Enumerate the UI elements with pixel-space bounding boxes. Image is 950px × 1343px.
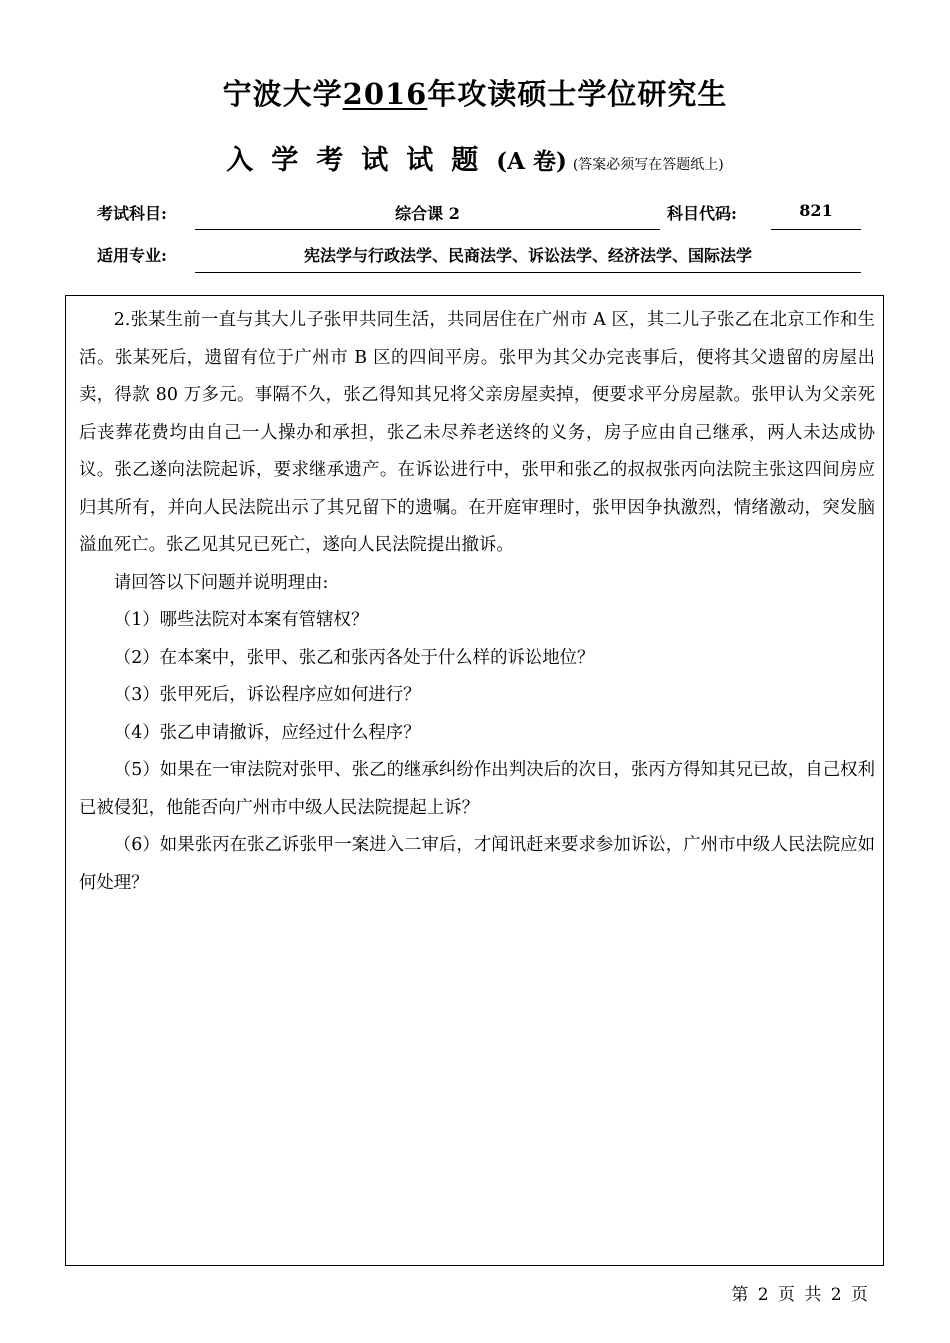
sub-question-1: （1）哪些法院对本案有管辖权？ (113, 610, 369, 630)
subject-value: 综合课 2 (395, 204, 460, 223)
code-label: 科目代码: (667, 204, 737, 223)
subject-label: 考试科目: (97, 204, 167, 223)
sub-question-5: （5）如果在一审法院对张甲、张乙的继承纠纷作出判决后的次日，张丙方得知其兄已故，自己权利已被侵犯，他能否向广州市中级人民法院提起上诉？ (79, 760, 875, 818)
subject-underline (195, 229, 660, 230)
code-underline (771, 229, 861, 230)
major-value: 宪法学与行政法学、民商法学、诉讼法学、经济法学、国际法学 (303, 246, 752, 265)
answer-note: (答案必须写在答题纸上) (572, 157, 724, 173)
exam-title-line-1 (0, 72, 950, 113)
sub-question-4: （4）张乙申请撤诉，应经过什么程序？ (113, 722, 421, 743)
major-label: 适用专业: (97, 246, 167, 265)
case-description: 2.张某生前一直与其大儿子张甲共同生活，共同居住在广州市 A 区，其二儿子张乙在北京工作和生活。张某死后，遗留有位于广州市 B 区的四间平房。张甲为其父办完丧事后，便将其父遗留的房屋出卖，得款 80 万多元。事隔不久，张乙得知其兄将父亲房屋卖掉，便要求平分房屋款。张甲认为父亲死后丧葬花费均由自己一人操办和承担，张乙未尽养老送终的义务，房子应由自己继承，两人未达成协议。张乙遂向法院起诉，要求继承遗产。在诉讼进行中，张甲和张乙的叔叔张丙向法院主张这四间房应归其所有，并向人民法院出示了其兄留下的遗嘱。在开庭审理时，张甲因争执激烈，情绪激动，突发脑溢血死亡。张乙见其兄已死亡，遂向人民法院提出撤诉。 (79, 310, 875, 555)
major-underline (195, 272, 861, 273)
page-number: 第 2 页 共 2 页 (731, 1285, 870, 1305)
exam-title: 入学考试试题 (226, 145, 497, 176)
exam-year: 2016 (342, 77, 428, 111)
sub-question-3: （3）张甲死后，诉讼程序应如何进行？ (113, 685, 421, 705)
sub-question-2: （2）在本案中，张甲、张乙和张丙各处于什么样的诉讼地位？ (113, 647, 595, 668)
exam-volume: (A 卷) (496, 148, 567, 175)
question-prompt: 请回答以下问题并说明理由: (113, 572, 329, 593)
exam-title-line-2 (0, 138, 950, 177)
sub-question-6: （6）如果张丙在张乙诉张甲一案进入二审后，才闻讯赶来要求参加诉讼，广州市中级人民法院应如何处理？ (79, 835, 875, 893)
title-suffix: 年攻读硕士学位研究生 (427, 77, 728, 111)
university-name: 宁波大学 (222, 77, 343, 111)
question-text (79, 302, 875, 902)
code-value: 821 (799, 201, 833, 220)
